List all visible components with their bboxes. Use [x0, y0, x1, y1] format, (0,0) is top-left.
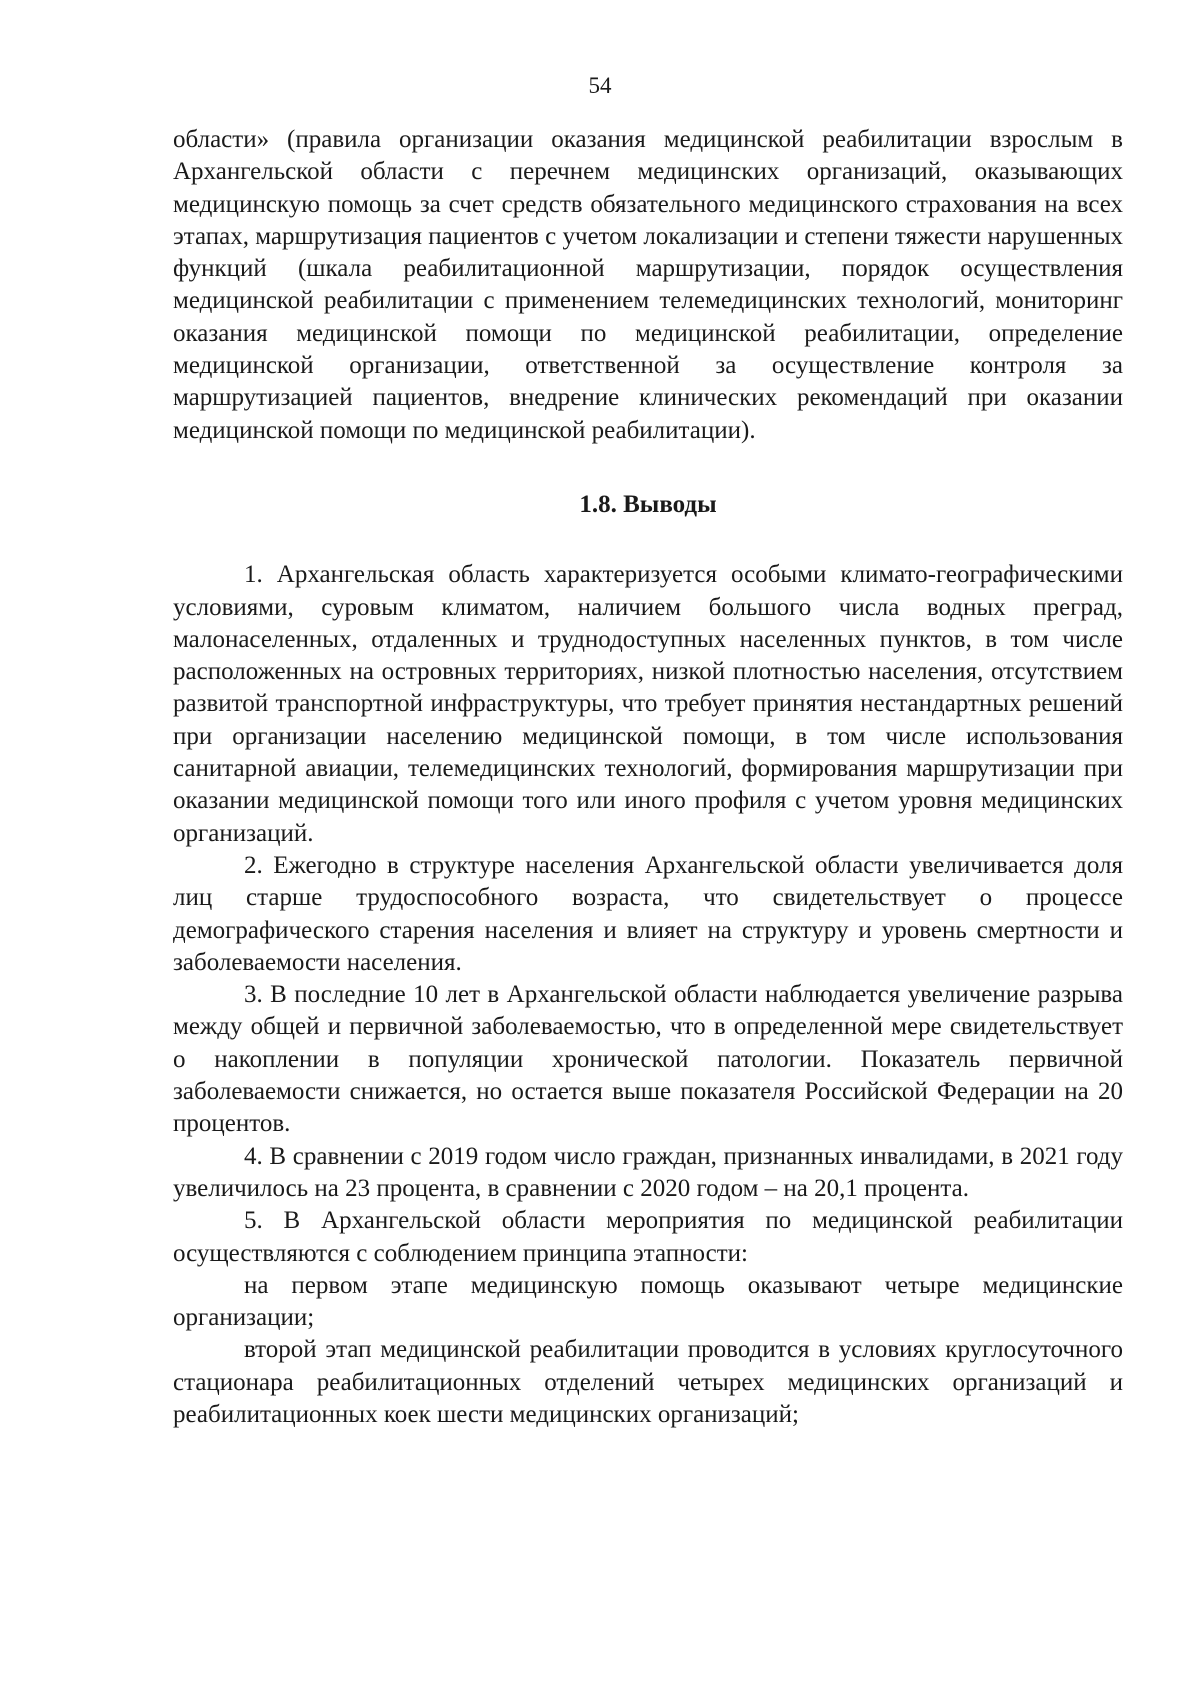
conclusion-3: 3. В последние 10 лет в Архангельской области наблюдается увеличение разрыва между общей и первичной заболеваемостью, что в определенной мере свидетельствует о накоплении в популяции хронической патологии. Показатель первичной заболеваемости снижается, но остается выше показателя Российской Федерации на 20 процентов. [173, 981, 1123, 1138]
conclusion-4: 4. В сравнении с 2019 годом число граждан, признанных инвалидами, в 2021 году увеличилось на 23 процента, в сравнении с 2020 годом – на 20,1 процента. [173, 1142, 1123, 1202]
section-title: 1.8. Выводы [579, 490, 717, 518]
document-body [173, 124, 1123, 1431]
conclusion-5-stage-1: на первом этапе медицинскую помощь оказывают четыре медицинские организации; [173, 1271, 1123, 1332]
conclusion-2: 2. Ежегодно в структуре населения Архангельской области увеличивается доля лиц старше трудоспособного возраста, что свидетельствует о процессе демографического старения населения и влияет на структуру и уровень смертности и заболеваемости населения. [173, 851, 1123, 976]
conclusion-5: 5. В Архангельской области мероприятия по медицинской реабилитации осуществляются с соблюдением принципа этапности: [173, 1207, 1123, 1267]
page-number: 54 [588, 73, 612, 98]
conclusion-1: 1. Архангельская область характеризуется особыми климато-географическими условиями, суровым климатом, наличием большого числа водных преград, малонаселенных, отдаленных и труднодоступных населенных пунктов, в том числе расположенных на островных территориях, низкой плотностью населения, отсутствием развитой транспортной инфраструктуры, что требует принятия нестандартных решений при организации населению медицинской помощи, в том числе использования санитарной авиации, телемедицинских технологий, формирования маршрутизации при оказании медицинской помощи того или иного профиля с учетом уровня медицинских организаций. [173, 561, 1123, 847]
intro-paragraph: области» (правила организации оказания медицинской реабилитации взрослым в Архангельской области с перечнем медицинских организаций, оказывающих медицинскую помощь за счет средств обязательного медицинского страхования на всех этапах, маршрутизация пациентов с учетом локализации и степени тяжести нарушенных функций (шкала реабилитационной маршрутизации, порядок осуществления медицинской реабилитации с применением телемедицинских технологий, мониторинг оказания медицинской помощи по медицинской реабилитации, определение медицинской организации, ответственной за осуществление контроля за маршрутизацией пациентов, внедрение клинических рекомендаций при оказании медицинской помощи по медицинской реабилитации). [173, 126, 1123, 444]
conclusion-5-stage-2: второй этап медицинской реабилитации проводится в условиях круглосуточного стационара реабилитационных отделений четырех медицинских организаций и реабилитационных коек шести медицинских организаций; [173, 1336, 1123, 1428]
